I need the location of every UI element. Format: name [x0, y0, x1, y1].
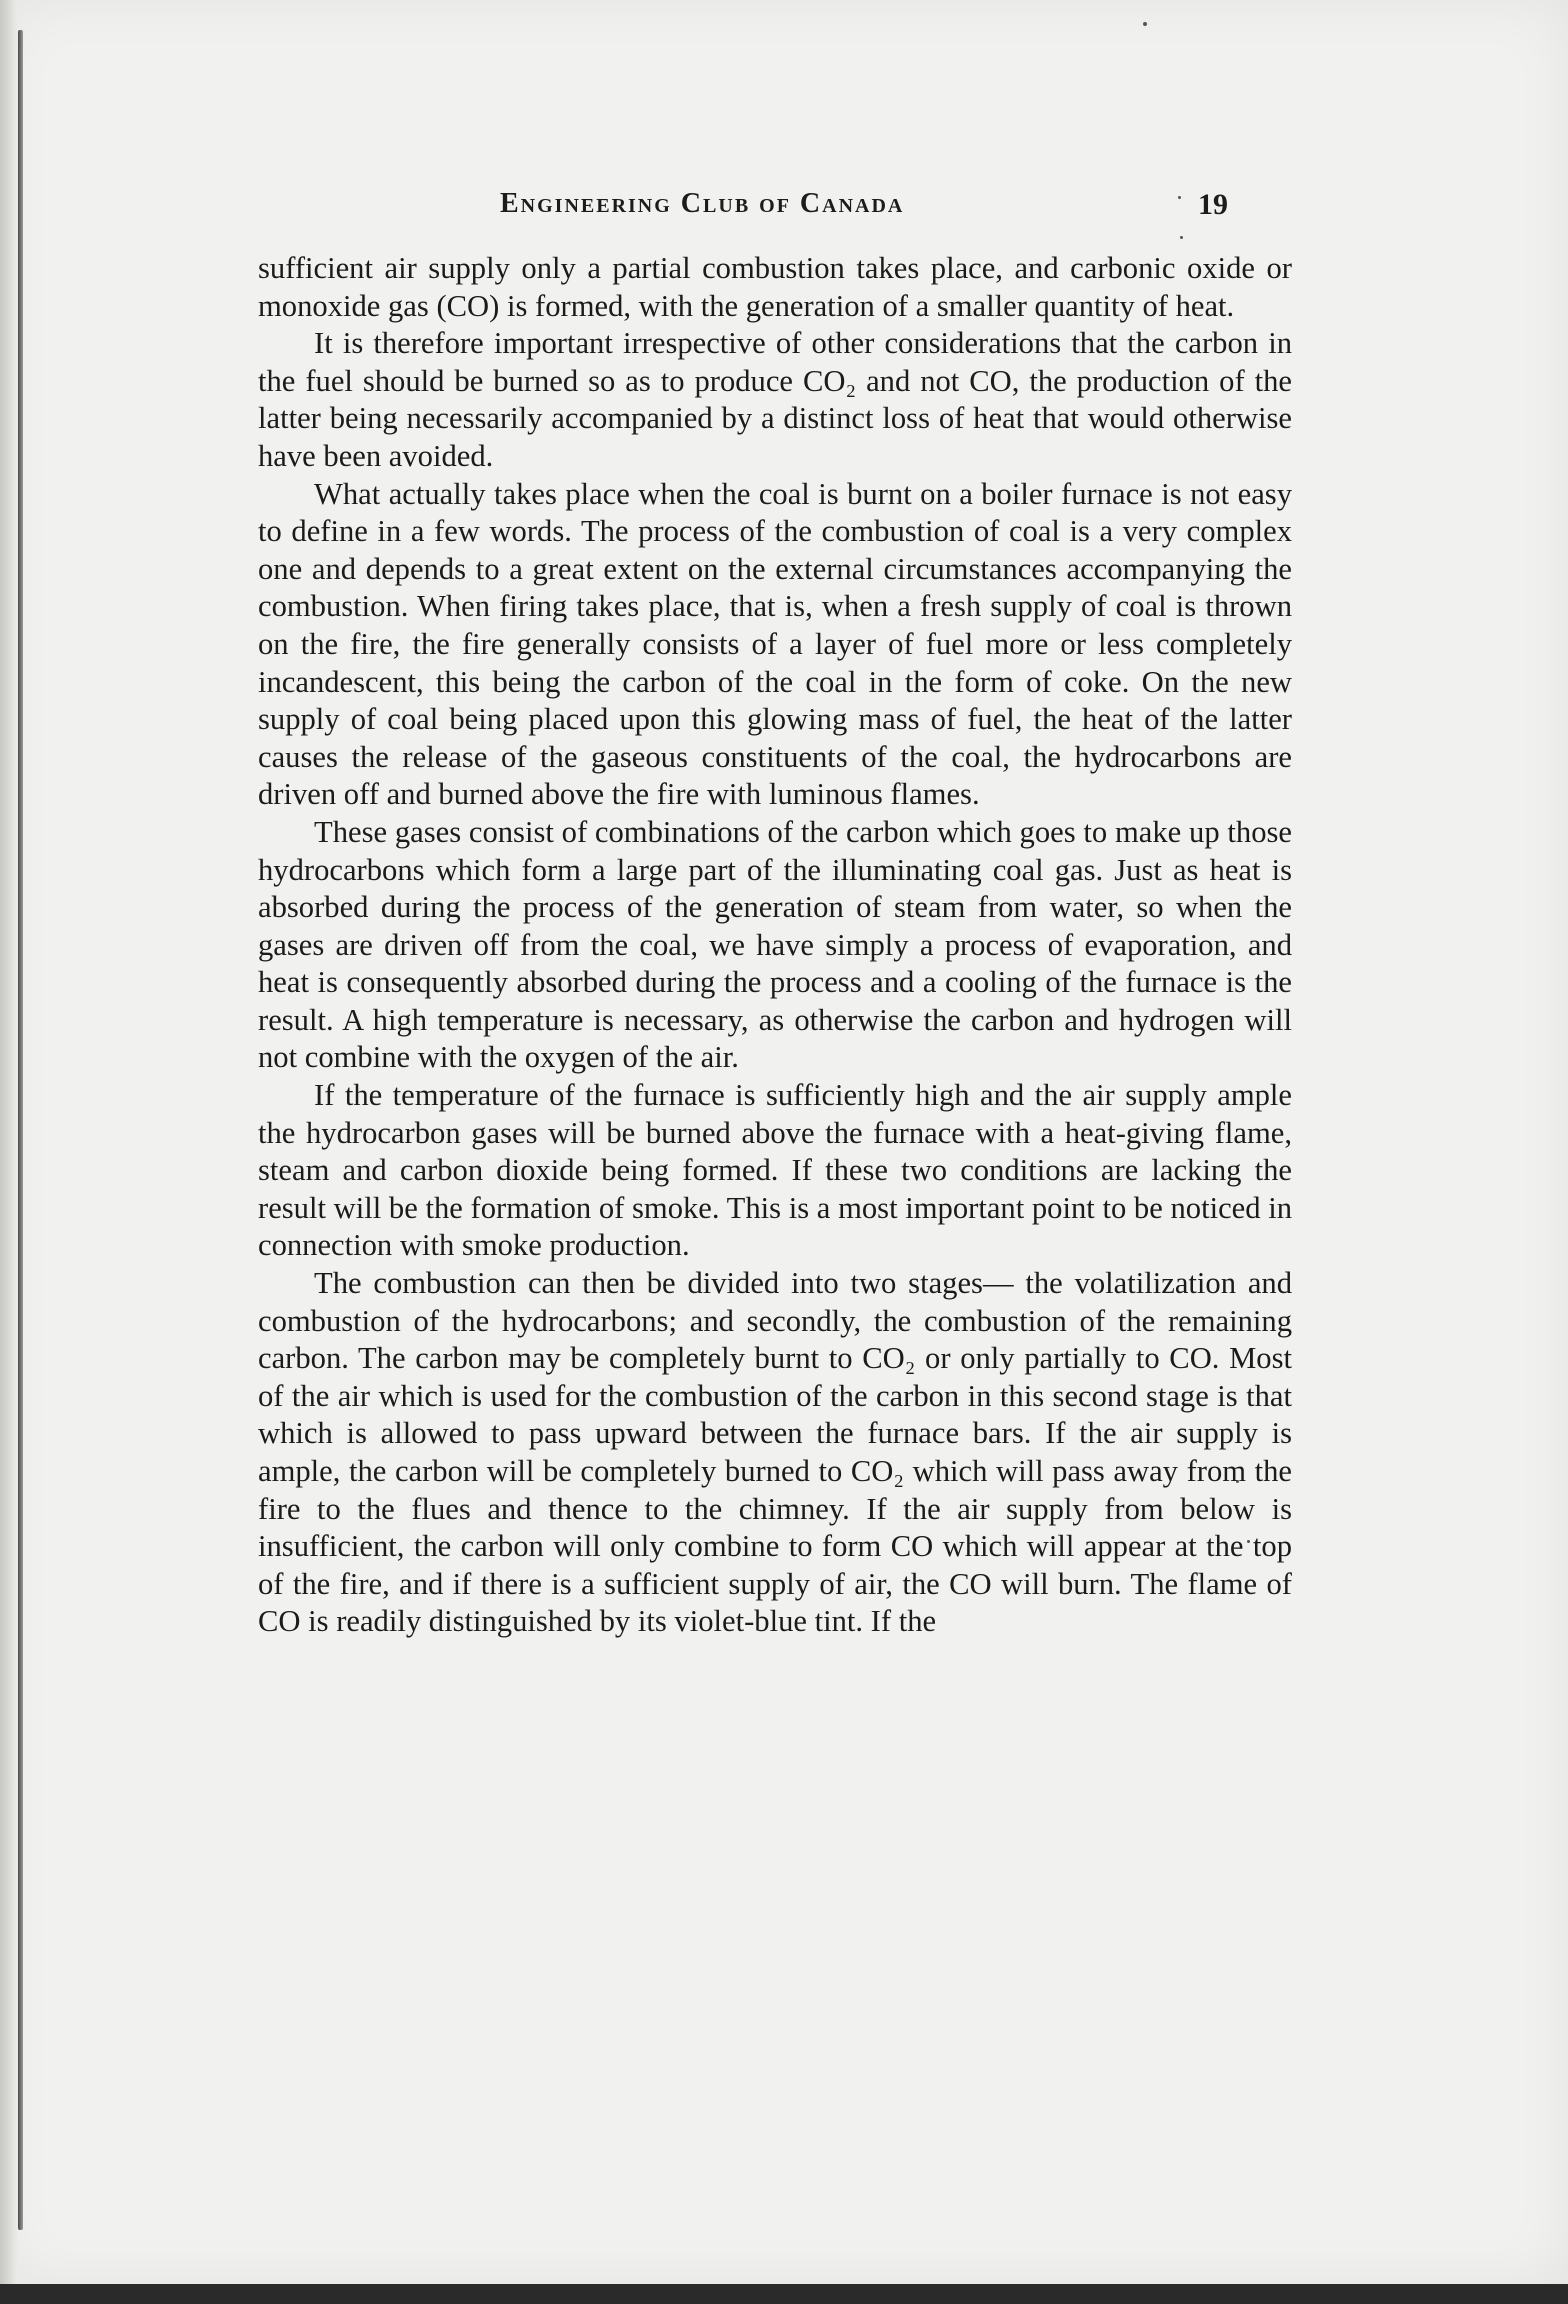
body-text — [258, 250, 1292, 1641]
paragraph: sufficient air supply only a partial combustion takes place, and carbonic oxide or monoxide gas (CO) is formed, with the generation of a smaller quantity of heat. — [258, 251, 1292, 323]
paragraph: If the temperature of the furnace is sufficiently high and the air supply ample the hydrocarbon gases will be burned above the furnace with a heat-giving flame, steam and carbon dioxide being formed. If these two conditions are lacking the result will be the formation of smoke. This is a most important point to be noticed in connection with smoke production. — [258, 1078, 1292, 1263]
paragraph: What actually takes place when the coal is burnt on a boiler furnace is not easy to define in a few words. The process of the combustion of coal is a very complex one and depends to a great extent on the external circumstances accompanying the combustion. When firing takes place, that is, when a fresh supply of coal is thrown on the fire, the fire generally consists of a layer of fuel more or less completely incandescent, this being the carbon of the coal in the form of coke. On the new supply of coal being placed upon this glowing mass of fuel, the heat of the latter causes the release of the gaseous constituents of the coal, the hydrocarbons are driven off and burned above the fire with luminous flames. — [258, 476, 1292, 812]
binding-edge — [18, 30, 23, 2230]
paragraph: The combustion can then be divided into two stages— the volatilization and combustion of the hydrocarbons; and secondly, the combustion of the remaining carbon. The carbon may be completely burnt to CO₂ or only partially to CO. Most of the air which is used for the combustion of the carbon in this second stage is that which is allowed to pass upward between the furnace bars. If the air supply is ample, the carbon will be completely burned to CO₂ which will pass away from the fire to the flues and thence to the chimney. If the air supply from below is insufficient, the carbon will only combine to form CO which will appear at the top of the fire, and if there is a sufficient supply of air, the CO will burn. The flame of CO is readily distinguished by its violet-blue tint. If the — [258, 1266, 1292, 1639]
dust-speck — [1180, 236, 1183, 239]
page-header — [270, 188, 1270, 228]
scan-bottom-edge — [0, 2284, 1568, 2304]
running-head: Engineering Club of Canada — [500, 188, 905, 219]
page-number: 19 — [1198, 188, 1228, 221]
paragraph: It is therefore important irrespective of other considerations that the carbon in the fuel should be burned so as to produce CO₂ and not CO, the production of the latter being necessarily accompanied by a distinct loss of heat that would otherwise have been avoided. — [258, 326, 1292, 473]
gutter-shadow — [0, 0, 18, 2284]
dust-speck — [1143, 22, 1147, 26]
paragraph: These gases consist of combinations of the carbon which goes to make up those hydrocarbons which form a large part of the illuminating coal gas. Just as heat is absorbed during the process of the generation of steam from water, so when the gases are driven off from the coal, we have simply a process of evaporation, and heat is consequently absorbed during the process and a cooling of the furnace is the result. A high temperature is necessary, as otherwise the carbon and hydrogen will not combine with the oxygen of the air. — [258, 814, 1292, 1075]
